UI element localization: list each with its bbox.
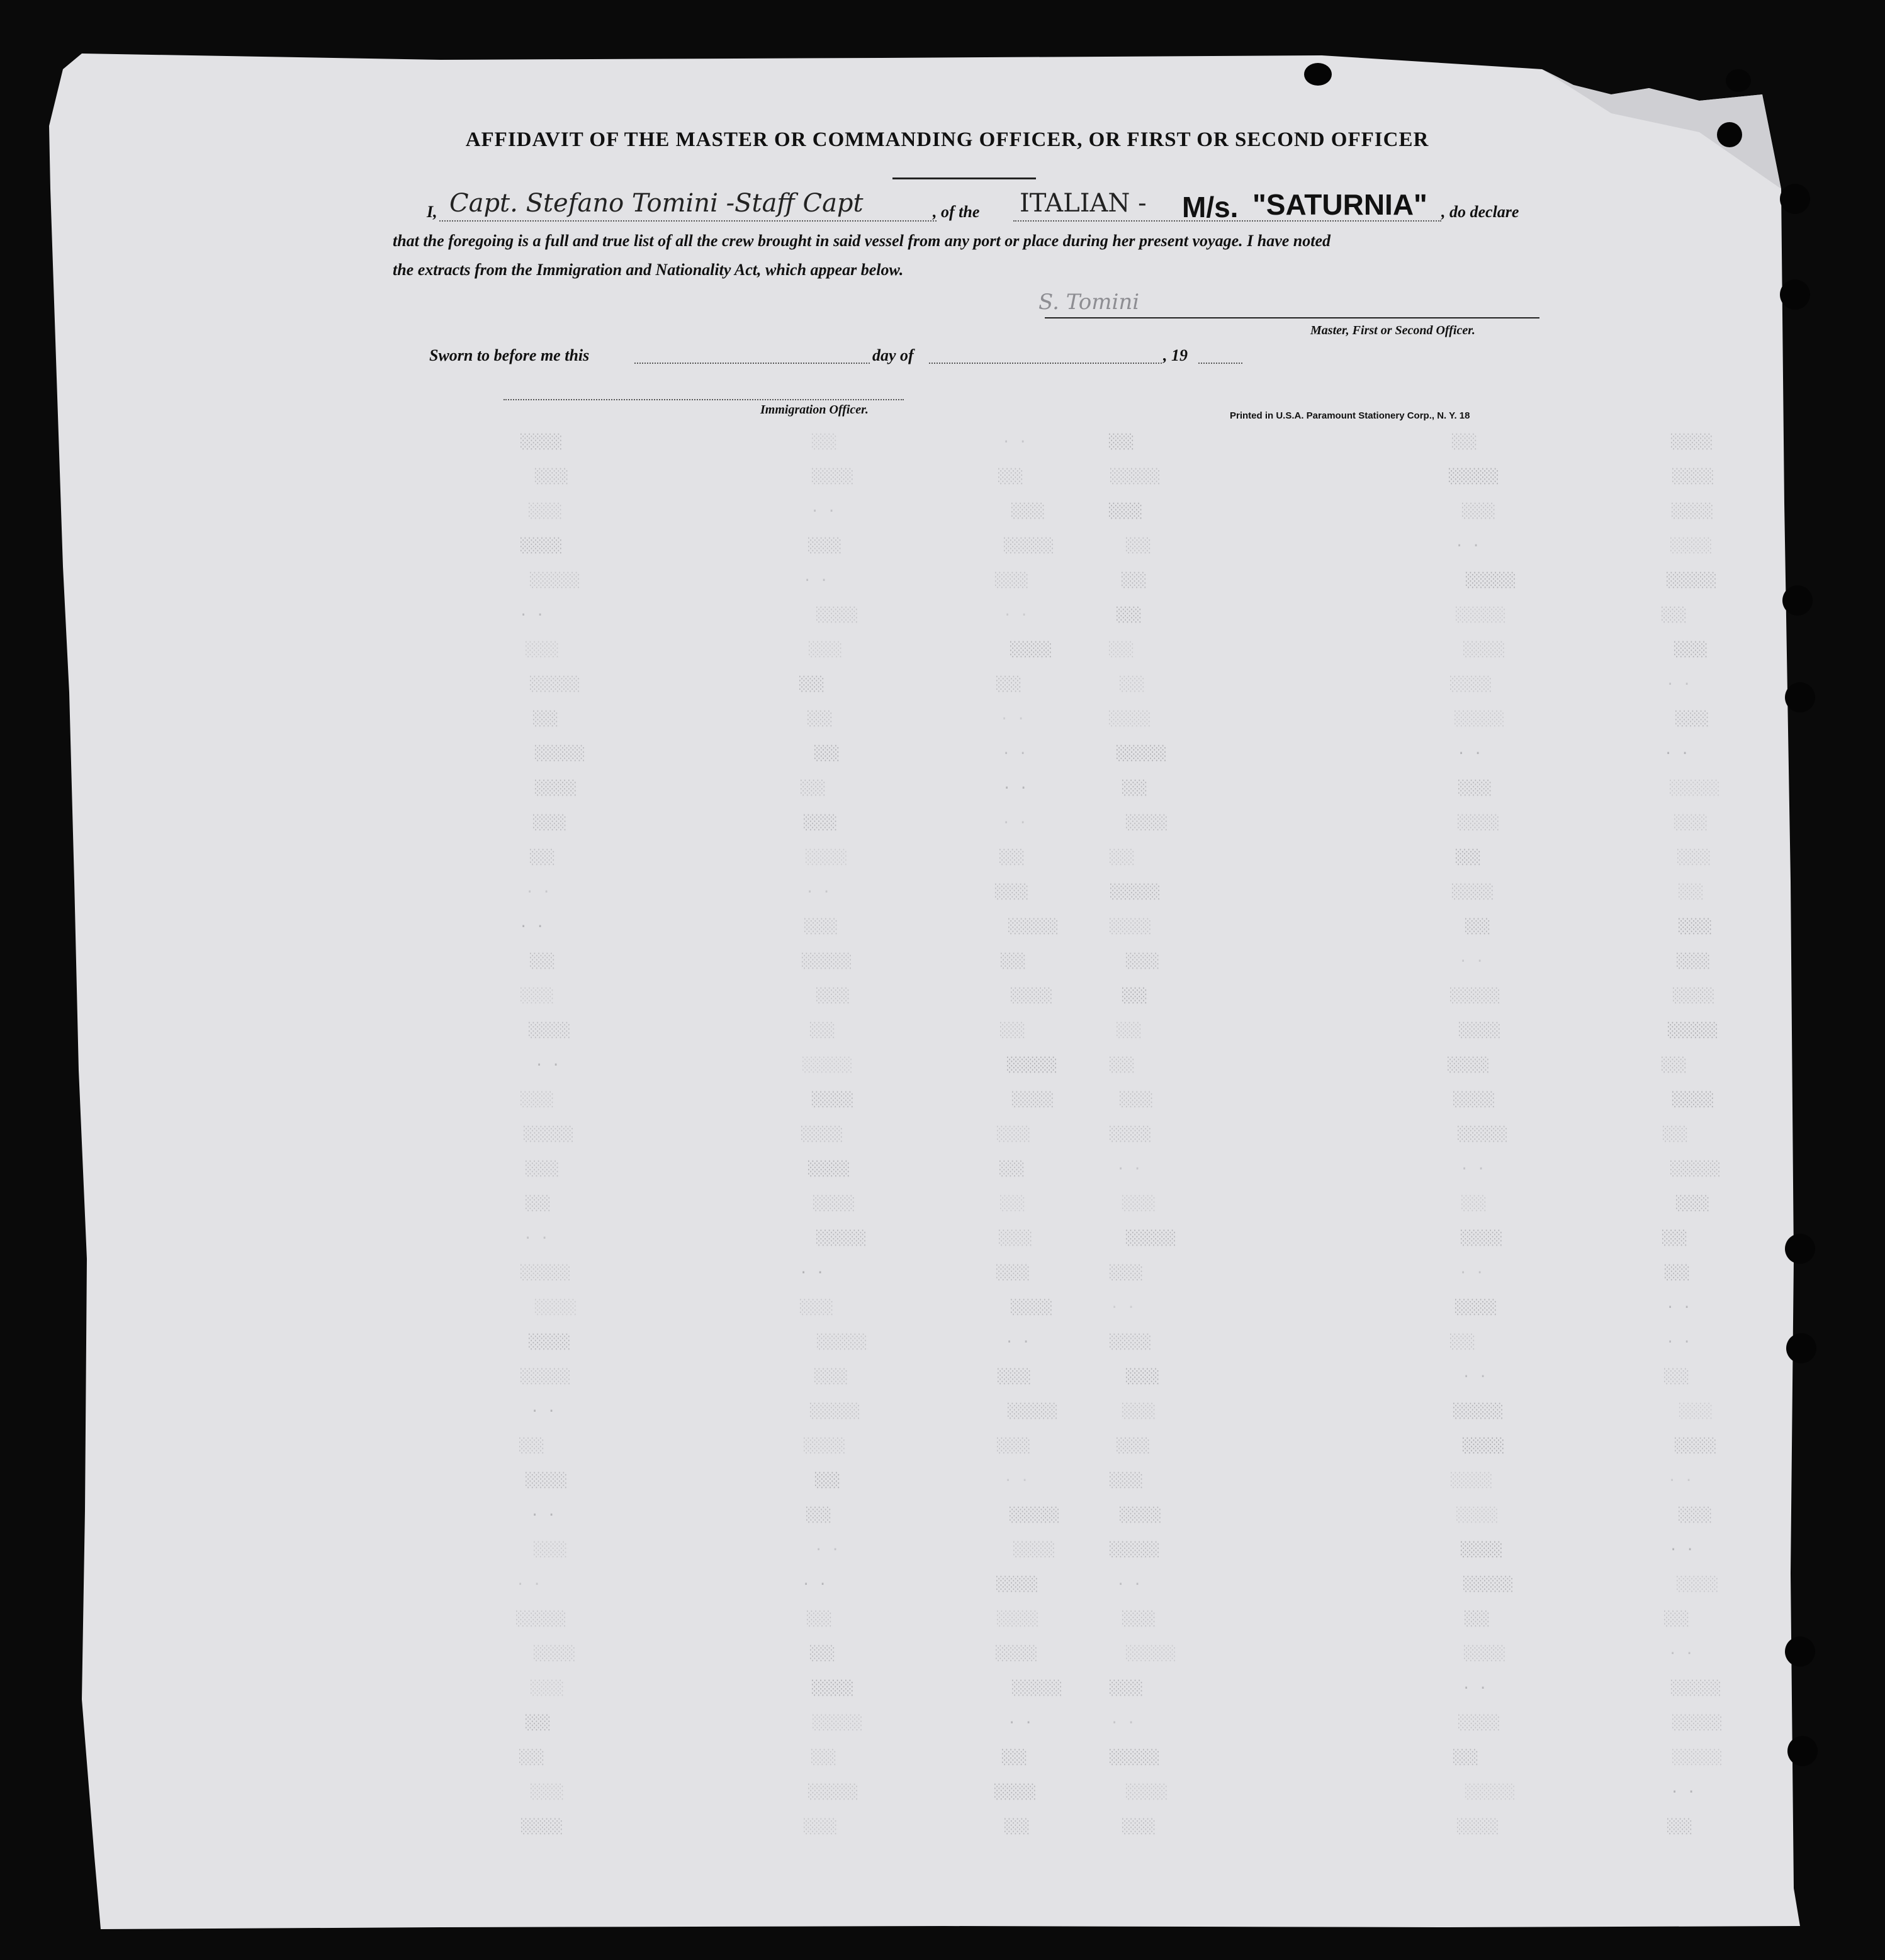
bleed-through-mark: ░░░ bbox=[526, 1196, 551, 1212]
bleed-through-mark: · · bbox=[1003, 780, 1028, 796]
bleed-through-mark: · · bbox=[1110, 1715, 1135, 1731]
bleed-through-mark: · · bbox=[519, 919, 544, 935]
bleed-through-mark: ░░░ bbox=[999, 1161, 1025, 1177]
bleed-through-mark: ░░░ bbox=[1122, 988, 1147, 1004]
bleed-through-mark: ░░░░░░ bbox=[1110, 1750, 1160, 1766]
bleed-through-mark: ░░░ bbox=[1662, 1231, 1687, 1246]
bleed-through-mark: ░░░ bbox=[1117, 607, 1142, 623]
bleed-through-mark: ░░░ bbox=[1120, 677, 1145, 692]
bleed-through-mark: ░░░░ bbox=[1122, 1196, 1156, 1212]
bleed-through-mark: ░░░ bbox=[1450, 1334, 1475, 1350]
bleed-through-mark: ░░░ bbox=[811, 1750, 836, 1766]
bleed-through-mark: · · bbox=[1462, 1369, 1487, 1385]
bleed-through-mark: · · bbox=[1005, 1334, 1030, 1350]
bleed-through-mark: ░░░░░░ bbox=[516, 1611, 566, 1627]
bleed-through-mark: · · bbox=[516, 1577, 541, 1592]
bleed-through-mark: ░░░░░░ bbox=[1670, 1161, 1721, 1177]
bleed-through-mark: ░░░░░ bbox=[1013, 1542, 1055, 1558]
bleed-through-mark: ░░░░░░ bbox=[1670, 780, 1720, 796]
bleed-through-mark: ░░░░ bbox=[800, 1300, 833, 1315]
bleed-through-mark: ░░░░░░ bbox=[1008, 1404, 1058, 1419]
bleed-through-mark: ░░░░░░ bbox=[1117, 746, 1167, 762]
bleed-through-mark: ░░░ bbox=[1663, 1127, 1688, 1142]
bleed-through-mark: · · bbox=[1459, 1265, 1484, 1281]
bleed-through-mark: ░░░░░ bbox=[996, 1577, 1038, 1592]
bleed-through-mark: ░░░░ bbox=[1117, 1438, 1150, 1454]
bleed-through-mark: · · bbox=[519, 607, 544, 623]
bleed-through-mark: ░░░ bbox=[1000, 1023, 1025, 1039]
bleed-through-mark: ░░░░ bbox=[1122, 1404, 1156, 1419]
bleed-through-mark: · · bbox=[1004, 1473, 1029, 1489]
bleed-through-mark: ░░░░ bbox=[1462, 504, 1495, 519]
bleed-through-mark: ░░░░ bbox=[814, 1369, 848, 1385]
bleed-through-mark: ░░░ bbox=[1667, 1819, 1692, 1835]
bleed-through-mark: ░░░░░ bbox=[1450, 677, 1492, 692]
bleed-through-mark: ░░░░░░ bbox=[810, 1404, 860, 1419]
bleed-through-mark: ░░░░░░ bbox=[802, 1057, 853, 1073]
bleed-through-mark: ░░░ bbox=[1000, 1196, 1025, 1212]
bleed-through-mark: ░░░░░ bbox=[801, 1127, 843, 1142]
bleed-through-mark: ░░░░░░ bbox=[1110, 469, 1161, 485]
bleed-through-mark: ░░░░ bbox=[1674, 815, 1708, 831]
punch-hole bbox=[1787, 1736, 1818, 1766]
bleed-through-mark: ░░░░░ bbox=[804, 1438, 846, 1454]
title-rule bbox=[892, 177, 1036, 179]
immigration-officer-label: Immigration Officer. bbox=[760, 403, 869, 417]
bleed-through-mark: ░░░░░░ bbox=[1466, 573, 1516, 589]
bleed-through-mark: ░░░░░░ bbox=[808, 1784, 858, 1800]
bleed-through-mark: ░░░ bbox=[812, 434, 837, 450]
bleed-through-mark: ░░░ bbox=[1456, 850, 1481, 865]
bleed-through-mark: · · bbox=[1003, 607, 1028, 623]
bleed-through-mark: ░░░░ bbox=[1122, 1611, 1156, 1627]
punch-hole bbox=[1785, 1234, 1815, 1264]
bleed-through-mark: ░░░ bbox=[1109, 642, 1134, 658]
bleed-through-mark: ░░░ bbox=[533, 711, 558, 727]
punch-hole bbox=[1780, 184, 1810, 214]
bleed-through-mark: · · bbox=[1669, 1542, 1694, 1558]
sworn-label: Sworn to before me this bbox=[429, 346, 590, 364]
bleed-through-mark: ░░░░░░ bbox=[520, 1265, 571, 1281]
declaration-line-2: that the foregoing is a full and true list of all the crew brought in said vessel from any port or place during her present voyage. I have noted bbox=[393, 232, 1331, 250]
bleed-through-mark: · · bbox=[803, 573, 828, 589]
bleed-through-mark: ░░░░░ bbox=[520, 434, 563, 450]
bleed-through-mark: ░░░░ bbox=[520, 1092, 554, 1108]
master-signature: S. Tomini bbox=[1038, 290, 1140, 315]
bleed-through-mark: ░░░░░░ bbox=[813, 1715, 863, 1731]
bleed-through-mark: ░░░░░ bbox=[1672, 504, 1714, 519]
bleed-through-mark: ░░░░░ bbox=[1672, 469, 1714, 485]
bleed-through-mark: · · bbox=[1462, 1681, 1487, 1696]
bleed-through-mark: ░░░░░ bbox=[529, 1334, 571, 1350]
bleed-through-mark: ░░░░ bbox=[997, 1438, 1030, 1454]
bleed-through-mark: · · bbox=[531, 1404, 556, 1419]
bleed-through-mark: ░░░░░░ bbox=[1008, 919, 1059, 935]
bleed-through-mark: ░░░ bbox=[1662, 1057, 1687, 1073]
bleed-through-mark: ░░░░░ bbox=[520, 538, 563, 554]
declarant-name-line bbox=[439, 220, 937, 222]
bleed-through-mark: ░░░░░ bbox=[1448, 1057, 1490, 1073]
bleed-through-mark: ░░░░░ bbox=[1451, 1473, 1493, 1489]
bleed-through-mark: ░░░░ bbox=[999, 1231, 1032, 1246]
bleed-through-mark: ░░░░ bbox=[1676, 1196, 1709, 1212]
punch-hole bbox=[1780, 279, 1810, 310]
bleed-through-mark: ░░░░ bbox=[1122, 1819, 1156, 1835]
bleed-through-mark: ░░░░░ bbox=[1458, 815, 1500, 831]
bleed-through-mark: ░░░ bbox=[530, 954, 555, 969]
bleed-through-mark: · · bbox=[526, 884, 551, 900]
bleed-through-mark: ░░░░░ bbox=[1455, 1300, 1497, 1315]
signature-line bbox=[1045, 317, 1539, 318]
bleed-through-mark: ░░░░░░ bbox=[1672, 1750, 1723, 1766]
signature-label: Master, First or Second Officer. bbox=[1310, 324, 1475, 337]
bleed-through-mark: ░░░ bbox=[1662, 607, 1687, 623]
bleed-through-mark: ░░░ bbox=[1465, 1611, 1490, 1627]
bleed-through-mark: ░░░ bbox=[806, 1507, 831, 1523]
bleed-through-mark: · · bbox=[1117, 1577, 1142, 1592]
bleed-through-mark: ░░░░░░ bbox=[1463, 1577, 1514, 1592]
bleed-through-mark: ░░░░░░ bbox=[816, 1231, 867, 1246]
bleed-through-mark: ░░░░░ bbox=[529, 1023, 571, 1039]
bleed-through-mark: ░░░░░ bbox=[806, 850, 848, 865]
bleed-through-mark: ░░░░░░ bbox=[1110, 884, 1161, 900]
punch-hole bbox=[1786, 1333, 1816, 1363]
bleed-through-mark: · · bbox=[531, 1507, 556, 1523]
bleed-through-mark: ░░░ bbox=[1664, 1611, 1689, 1627]
bleed-through-mark: · · bbox=[1455, 538, 1480, 554]
bleed-through-mark: ░░░░ bbox=[1110, 1473, 1143, 1489]
month-line bbox=[929, 363, 1162, 364]
bleed-through-mark: ░░░░░ bbox=[1010, 642, 1052, 658]
bleed-through-mark: ░░░ bbox=[801, 780, 826, 796]
bleed-through-mark: ░░░░░░ bbox=[530, 677, 580, 692]
bleed-through-mark: ░░░░░ bbox=[1463, 1438, 1505, 1454]
bleed-through-mark: ░░░░░ bbox=[812, 469, 854, 485]
bleed-through-mark: ░░░░ bbox=[1677, 954, 1710, 969]
bleed-through-mark: ░░░░░░ bbox=[817, 1334, 867, 1350]
bleed-through-mark: · · bbox=[1664, 746, 1689, 762]
bleed-through-mark: ░░░░░ bbox=[1458, 1715, 1500, 1731]
bleed-through-mark: ░░░░░ bbox=[997, 1611, 1039, 1627]
bleed-through-mark: ░░░░░ bbox=[1461, 1231, 1503, 1246]
bleed-through-mark: ░░░░ bbox=[1126, 1369, 1159, 1385]
bleed-through-mark: ░░░░░░ bbox=[1671, 1681, 1721, 1696]
bleed-through-mark: ░░░ bbox=[1110, 850, 1135, 865]
bleed-through-mark: ░░░░░ bbox=[1671, 434, 1713, 450]
bleed-through-mark: ░░░░ bbox=[526, 1161, 559, 1177]
bleed-through-mark: ░░░░░ bbox=[1012, 1092, 1054, 1108]
punch-hole bbox=[1785, 682, 1815, 712]
bleed-through-mark: ░░░░ bbox=[996, 1265, 1030, 1281]
bleed-through-mark: · · bbox=[806, 884, 831, 900]
bleed-through-mark: ░░░░░░ bbox=[1126, 1646, 1176, 1662]
do-declare-label: , do declare bbox=[1441, 203, 1519, 221]
bleed-through-mark: ░░░░░ bbox=[1461, 1542, 1503, 1558]
bleed-through-mark: ░░░░░ bbox=[1675, 1438, 1717, 1454]
bleed-through-mark: · · bbox=[802, 1577, 827, 1592]
bleed-through-mark: ░░░░░░ bbox=[1465, 1784, 1516, 1800]
bleed-through-mark: · · bbox=[1457, 746, 1482, 762]
bleed-through-mark: ░░░ bbox=[999, 850, 1025, 865]
day-of-label: day of bbox=[872, 346, 914, 364]
bleed-through-mark: ░░░░ bbox=[804, 919, 838, 935]
bleed-through-mark: · · bbox=[1002, 746, 1027, 762]
bleed-through-mark: ░░░░ bbox=[1679, 1404, 1713, 1419]
bleed-through-mark: ░░░░░ bbox=[996, 1646, 1038, 1662]
bleed-through-mark: ░░░░░░ bbox=[1010, 1507, 1060, 1523]
bleed-through-mark: ░░░░░░ bbox=[802, 954, 852, 969]
bleed-through-mark: ░░░░░░ bbox=[1007, 1057, 1057, 1073]
bleed-through-mark: ░░░ bbox=[814, 746, 840, 762]
bleed-through-mark: ░░░░ bbox=[1679, 919, 1712, 935]
declarant-name: Capt. Stefano Tomini -Staff Capt bbox=[449, 189, 864, 218]
bleed-through-mark: ░░░░░░ bbox=[1450, 988, 1500, 1004]
bleed-through-mark: · · bbox=[1670, 1784, 1696, 1800]
bleed-through-mark: ░░░░░░ bbox=[1110, 1542, 1160, 1558]
bleed-through-mark: ░░░ bbox=[799, 677, 824, 692]
bleed-through-mark: ░░░░░░ bbox=[1455, 711, 1505, 727]
bleed-through-mark: ░░░░░ bbox=[535, 1300, 577, 1315]
bleed-through-mark: ░░░ bbox=[807, 711, 833, 727]
declaration-prefix: I, bbox=[427, 203, 437, 221]
bleed-through-mark: ░░░░ bbox=[1011, 504, 1045, 519]
bleed-through-mark: ░░░ bbox=[526, 1715, 551, 1731]
bleed-through-mark: ░░░ bbox=[1004, 1819, 1030, 1835]
bleed-through-mark: ░░░░░ bbox=[534, 1646, 576, 1662]
bleed-through-mark: · · bbox=[1459, 954, 1484, 969]
bleed-through-mark: ░░░░ bbox=[520, 988, 554, 1004]
bleed-through-mark: ░░░ bbox=[1461, 1196, 1487, 1212]
declaration-line-3: the extracts from the Immigration and Nationality Act, which appear below. bbox=[393, 261, 904, 279]
bleed-through-mark: ░░░░░░ bbox=[1126, 1231, 1176, 1246]
bleed-through-mark: ░░░ bbox=[810, 1646, 835, 1662]
year-prefix: , 19 bbox=[1163, 346, 1188, 364]
bleed-through-mark: ░░░░ bbox=[998, 1369, 1031, 1385]
bleed-through-mark: ░░░░░ bbox=[1457, 1819, 1499, 1835]
bleed-through-mark: · · bbox=[1460, 1161, 1485, 1177]
bleed-through-mark: ░░░░░ bbox=[1011, 988, 1053, 1004]
bleed-through-mark: ░░░░ bbox=[1674, 642, 1708, 658]
bleed-through-mark: ░░░ bbox=[807, 1611, 832, 1627]
bleed-through-mark: · · bbox=[1666, 1334, 1691, 1350]
bleed-through-mark: · · bbox=[1117, 1161, 1142, 1177]
bleed-through-mark: · · bbox=[1000, 711, 1025, 727]
bleed-through-mark: ░░░░░░ bbox=[1449, 469, 1499, 485]
bleed-through-mark: ░░░░ bbox=[804, 1819, 837, 1835]
bleed-through-mark: ░░░░ bbox=[1126, 954, 1159, 969]
bleed-through-mark: ░░░░ bbox=[816, 988, 850, 1004]
punch-hole bbox=[1304, 63, 1332, 86]
bleed-through-mark: ░░░ bbox=[1465, 919, 1490, 935]
bleed-through-mark: ░░░ bbox=[519, 1438, 544, 1454]
bleed-through-mark: ░░░ bbox=[1126, 538, 1151, 554]
bleed-through-mark: · · bbox=[524, 1231, 549, 1246]
bleed-through-mark: · · bbox=[811, 504, 836, 519]
bleed-through-mark: ░░░░░ bbox=[1463, 642, 1505, 658]
bleed-through-mark: ░░░ bbox=[1001, 954, 1026, 969]
bleed-through-mark: ░░░░░░ bbox=[1004, 538, 1054, 554]
punch-hole bbox=[1782, 585, 1813, 616]
bleed-through-mark: ░░░░░░ bbox=[1668, 1023, 1718, 1039]
bleed-through-mark: ░░░░ bbox=[1679, 1507, 1712, 1523]
bleed-through-mark: ░░░░░ bbox=[1673, 988, 1715, 1004]
bleed-through-mark: ░░░░░ bbox=[812, 1092, 854, 1108]
bleed-through-mark: ░░░░░ bbox=[1120, 1507, 1162, 1523]
bleed-through-mark: ░░░░ bbox=[535, 469, 568, 485]
bleed-through-mark: ░░░░░ bbox=[1011, 1300, 1053, 1315]
bleed-through-mark: ░░░ bbox=[1110, 1057, 1135, 1073]
bleed-through-mark: ░░░ bbox=[996, 677, 1021, 692]
sworn-date-line bbox=[634, 363, 870, 364]
bleed-through-mark: ░░░░░ bbox=[526, 1473, 568, 1489]
bleed-through-mark: ░░░░░ bbox=[1677, 1577, 1719, 1592]
bleed-through-mark: ░░░ bbox=[810, 1023, 835, 1039]
bleed-through-mark: ░░░░ bbox=[995, 884, 1028, 900]
bleed-through-mark: ░░░░ bbox=[526, 642, 559, 658]
bleed-through-mark: ░░░░ bbox=[533, 815, 566, 831]
bleed-through-mark: ░░░░░ bbox=[1109, 711, 1151, 727]
bleed-through-mark: ░░░░░ bbox=[1464, 1646, 1506, 1662]
bleed-through-mark: · · bbox=[814, 1542, 840, 1558]
bleed-through-mark: ░░░░ bbox=[1109, 504, 1142, 519]
bleed-through-mark: ░░░░░ bbox=[1110, 1334, 1152, 1350]
year-line bbox=[1198, 363, 1242, 364]
bleed-through-mark: ░░░░░ bbox=[812, 1681, 854, 1696]
bleed-through-mark: · · bbox=[799, 1265, 824, 1281]
bleed-through-mark: ░░░░ bbox=[995, 573, 1028, 589]
bleed-through-mark: ░░░░░ bbox=[1453, 1092, 1495, 1108]
bleed-through-mark: ░░░░░ bbox=[1110, 1127, 1152, 1142]
bleed-through-mark: ░░░░░ bbox=[1452, 884, 1494, 900]
bleed-through-mark: ░░░░░░ bbox=[530, 573, 580, 589]
bleed-through-mark: ░░░░ bbox=[531, 1784, 564, 1800]
bleed-through-mark: · · bbox=[1002, 815, 1027, 831]
bleed-through-mark: · · bbox=[535, 1057, 560, 1073]
bleed-through-mark: · · bbox=[1668, 1473, 1693, 1489]
bleed-through-mark: ░░░ bbox=[1453, 1750, 1478, 1766]
bleed-through-mark: ░░░░░░ bbox=[524, 1127, 574, 1142]
bleed-through-mark: ░░░░░ bbox=[1110, 919, 1152, 935]
bleed-through-mark: ░░░ bbox=[1452, 434, 1477, 450]
bleed-through-mark: ░░░░ bbox=[1675, 711, 1709, 727]
bleed-through-mark: ░░░ bbox=[1122, 573, 1147, 589]
bleed-through-mark: ░░░░ bbox=[534, 1542, 567, 1558]
bleed-through-mark: ░░░░░░ bbox=[1667, 573, 1717, 589]
bleed-through-mark: ░░░░░ bbox=[813, 1196, 855, 1212]
bleed-through-mark: ░░░ bbox=[1679, 884, 1704, 900]
bleed-through-mark: ░░░░ bbox=[809, 642, 842, 658]
bleed-through-mark: ░░░░ bbox=[1458, 780, 1492, 796]
printer-imprint: Printed in U.S.A. Paramount Stationery Corp., N. Y. 18 bbox=[1230, 410, 1470, 421]
bleed-through-mark: ░░░░░ bbox=[1456, 1507, 1499, 1523]
bleed-through-mark: ░░░░ bbox=[804, 815, 837, 831]
bleed-through-mark: ░░░░░░ bbox=[1012, 1681, 1062, 1696]
bleed-through-mark: ░░░░ bbox=[808, 538, 841, 554]
vessel-type: M/s. bbox=[1182, 191, 1239, 223]
bleed-through-mark: ░░░░ bbox=[1120, 1092, 1153, 1108]
bleed-through-mark: ░░░░ bbox=[997, 1127, 1030, 1142]
bleed-through-mark: ░░░░░░ bbox=[1458, 1127, 1508, 1142]
bleed-through-mark: ░░░░░░ bbox=[1456, 607, 1506, 623]
bleed-through-mark: · · bbox=[1002, 434, 1027, 450]
bleed-through-mark: ░░░░░ bbox=[521, 1819, 563, 1835]
of-the-label: , of the bbox=[933, 203, 980, 221]
bleed-through-mark: ░░░ bbox=[998, 469, 1023, 485]
punch-hole bbox=[1785, 1636, 1815, 1667]
bleed-through-mark: ░░░░░░ bbox=[520, 1369, 571, 1385]
bleed-through-mark: ░░░ bbox=[519, 1750, 544, 1766]
bleed-through-mark: ░░░ bbox=[1122, 780, 1147, 796]
bleed-through-mark: ░░░ bbox=[530, 850, 555, 865]
bleed-through-mark: ░░░ bbox=[1117, 1023, 1142, 1039]
bleed-through-mark: ░░░ bbox=[1664, 1369, 1689, 1385]
bleed-through-mark: ░░░░ bbox=[1110, 1681, 1143, 1696]
bleed-through-mark: ░░░░░ bbox=[994, 1784, 1037, 1800]
bleed-through-mark: ░░░░░ bbox=[1459, 1023, 1501, 1039]
vessel-nationality: ITALIAN - bbox=[1020, 189, 1147, 218]
bleed-through-mark: ░░░░░░ bbox=[1453, 1404, 1504, 1419]
bleed-through-mark: · · bbox=[1008, 1715, 1033, 1731]
bleed-through-mark: ░░░░░ bbox=[808, 1161, 850, 1177]
bleed-through-mark: · · bbox=[1666, 677, 1691, 692]
bleed-through-mark: · · bbox=[1666, 1300, 1691, 1315]
bleed-through-mark: ░░░░░░ bbox=[1672, 1715, 1723, 1731]
bleed-through-mark: ░░░ bbox=[1109, 434, 1134, 450]
bleed-through-mark: ░░░░░░ bbox=[535, 746, 585, 762]
bleed-through-mark: · · bbox=[1668, 1646, 1694, 1662]
bleed-through-mark: ░░░░░ bbox=[1672, 1092, 1714, 1108]
document-title: AFFIDAVIT OF THE MASTER OR COMMANDING OFFICER, OR FIRST OR SECOND OFFICER bbox=[465, 128, 1429, 151]
bleed-through-mark: ░░░░░ bbox=[1126, 1784, 1168, 1800]
bleed-through-mark: ░░░░ bbox=[1110, 1265, 1143, 1281]
bleed-through-mark: ░░░ bbox=[815, 1473, 840, 1489]
bleed-through-mark: ░░░░░ bbox=[816, 607, 858, 623]
bleed-through-mark: ░░░ bbox=[1002, 1750, 1027, 1766]
bleed-through-mark: ░░░░░ bbox=[1670, 538, 1713, 554]
vessel-name: "SATURNIA" bbox=[1252, 188, 1427, 221]
bleed-through-mark: ░░░░░ bbox=[535, 780, 577, 796]
bleed-through-mark: · · bbox=[1110, 1300, 1135, 1315]
punch-hole bbox=[1726, 69, 1751, 92]
bleed-through-mark: ░░░░ bbox=[529, 504, 562, 519]
bleed-through-mark: ░░░ bbox=[1665, 1265, 1690, 1281]
bleed-through-mark: ░░░░ bbox=[531, 1681, 564, 1696]
immigration-officer-line bbox=[504, 399, 904, 400]
bleed-through-mark: ░░░░░ bbox=[1126, 815, 1168, 831]
bleed-through-mark: ░░░░ bbox=[1677, 850, 1711, 865]
